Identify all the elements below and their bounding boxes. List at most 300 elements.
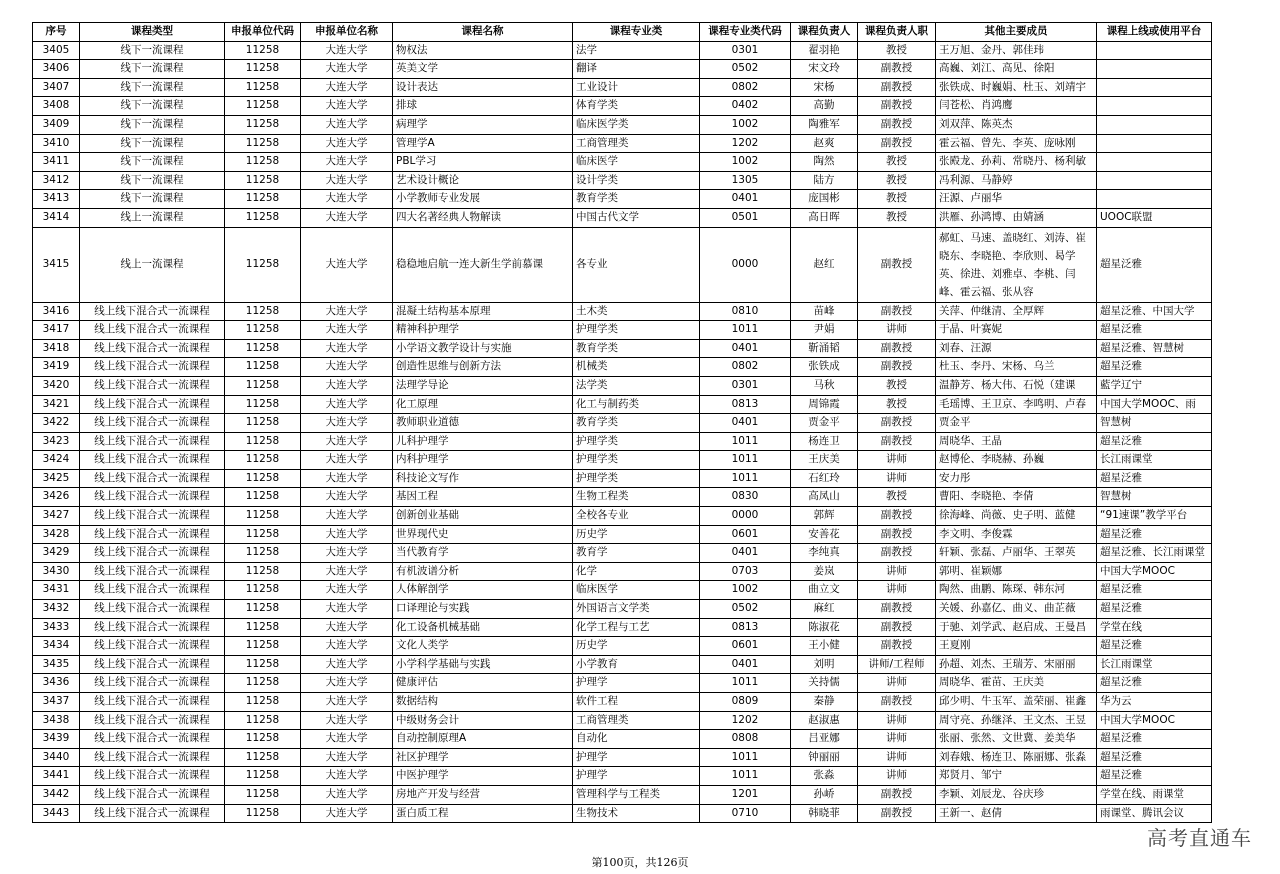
cell-course-name: 世界现代史 <box>393 525 573 544</box>
cell-major-code: 1305 <box>700 171 791 190</box>
cell-major-category: 工业设计 <box>573 78 700 97</box>
cell-members: 关萍、仲继清、全厚辉 <box>936 302 1097 321</box>
cell-major-category: 生物工程类 <box>573 488 700 507</box>
cell-leader: 石红玲 <box>791 469 858 488</box>
cell-unit-code: 11258 <box>225 804 301 823</box>
cell-unit-code: 11258 <box>225 525 301 544</box>
cell-major-category: 自动化 <box>573 730 700 749</box>
cell-leader-title: 副教授 <box>858 414 936 433</box>
cell-major-category: 设计学类 <box>573 171 700 190</box>
cell-unit-code: 11258 <box>225 544 301 563</box>
cell-unit-name: 大连大学 <box>301 302 393 321</box>
cell-leader-title: 讲师 <box>858 562 936 581</box>
cell-unit-name: 大连大学 <box>301 153 393 172</box>
cell-major-code: 0830 <box>700 488 791 507</box>
cell-major-category: 护理学类 <box>573 451 700 470</box>
cell-leader: 王庆美 <box>791 451 858 470</box>
cell-unit-name: 大连大学 <box>301 507 393 526</box>
cell-major-code: 0401 <box>700 544 791 563</box>
cell-seq: 3441 <box>33 767 80 786</box>
cell-course-name: 儿科护理学 <box>393 432 573 451</box>
cell-course-name: 数据结构 <box>393 693 573 712</box>
cell-platform <box>1097 97 1212 116</box>
table-row <box>33 414 1212 433</box>
cell-leader: 翟羽艳 <box>791 41 858 60</box>
cell-members: 洪雁、孙鸿博、由婧涵 <box>936 208 1097 227</box>
cell-seq: 3412 <box>33 171 80 190</box>
cell-course-type: 线上线下混合式一流课程 <box>80 544 225 563</box>
header-course-name: 课程名称 <box>393 23 573 42</box>
cell-platform: 长江雨课堂 <box>1097 451 1212 470</box>
cell-leader-title: 教授 <box>858 395 936 414</box>
cell-members: 于晶、叶赛妮 <box>936 321 1097 340</box>
cell-platform: 超星泛雅 <box>1097 637 1212 656</box>
cell-course-type: 线下一流课程 <box>80 97 225 116</box>
cell-leader-title: 副教授 <box>858 693 936 712</box>
cell-leader-title: 副教授 <box>858 432 936 451</box>
cell-platform: 超星泛雅 <box>1097 227 1212 302</box>
cell-seq: 3442 <box>33 785 80 804</box>
cell-leader: 高凤山 <box>791 488 858 507</box>
cell-course-name: 四大名著经典人物解读 <box>393 208 573 227</box>
cell-major-category: 临床医学类 <box>573 115 700 134</box>
table-row <box>33 618 1212 637</box>
cell-unit-name: 大连大学 <box>301 451 393 470</box>
cell-members: 曹阳、李晓艳、李倩 <box>936 488 1097 507</box>
cell-course-name: 当代教育学 <box>393 544 573 563</box>
cell-major-category: 中国古代文学 <box>573 208 700 227</box>
cell-leader-title: 副教授 <box>858 134 936 153</box>
cell-major-category: 工商管理类 <box>573 711 700 730</box>
table-row <box>33 785 1212 804</box>
cell-course-type: 线上一流课程 <box>80 208 225 227</box>
cell-major-category: 临床医学 <box>573 153 700 172</box>
cell-platform: 超星泛雅 <box>1097 469 1212 488</box>
cell-course-name: 有机波谱分析 <box>393 562 573 581</box>
cell-members: 刘双萍、陈英杰 <box>936 115 1097 134</box>
cell-major-code: 0501 <box>700 208 791 227</box>
cell-course-type: 线上一流课程 <box>80 227 225 302</box>
cell-leader: 麻红 <box>791 600 858 619</box>
cell-course-name: 排球 <box>393 97 573 116</box>
cell-major-code: 0401 <box>700 339 791 358</box>
cell-leader-title: 讲师 <box>858 748 936 767</box>
cell-unit-code: 11258 <box>225 600 301 619</box>
cell-members: 安力彤 <box>936 469 1097 488</box>
cell-unit-name: 大连大学 <box>301 488 393 507</box>
cell-unit-name: 大连大学 <box>301 711 393 730</box>
table-row <box>33 730 1212 749</box>
table-row <box>33 804 1212 823</box>
cell-members: 徐海峰、尚薇、史子明、蓝健 <box>936 507 1097 526</box>
cell-leader-title: 副教授 <box>858 544 936 563</box>
cell-leader-title: 副教授 <box>858 507 936 526</box>
cell-course-type: 线上线下混合式一流课程 <box>80 432 225 451</box>
cell-leader-title: 教授 <box>858 41 936 60</box>
cell-leader: 高勤 <box>791 97 858 116</box>
cell-leader: 曲立文 <box>791 581 858 600</box>
cell-members: 王夏刚 <box>936 637 1097 656</box>
cell-unit-name: 大连大学 <box>301 395 393 414</box>
table-row <box>33 358 1212 377</box>
cell-major-code: 1002 <box>700 153 791 172</box>
cell-course-name: 文化人类学 <box>393 637 573 656</box>
cell-leader: 陶然 <box>791 153 858 172</box>
cell-platform <box>1097 41 1212 60</box>
cell-major-code: 1011 <box>700 674 791 693</box>
cell-leader-title: 讲师 <box>858 451 936 470</box>
cell-major-category: 历史学 <box>573 525 700 544</box>
cell-major-code: 1011 <box>700 321 791 340</box>
cell-leader-title: 讲师 <box>858 711 936 730</box>
table-row <box>33 227 1212 302</box>
cell-members: 张铁成、时巍娟、杜玉、刘靖宇 <box>936 78 1097 97</box>
cell-members: 霍云福、曾先、李英、庞咏刚 <box>936 134 1097 153</box>
cell-course-name: 混凝土结构基本原理 <box>393 302 573 321</box>
cell-course-type: 线下一流课程 <box>80 190 225 209</box>
cell-leader: 贾金平 <box>791 414 858 433</box>
cell-course-type: 线上线下混合式一流课程 <box>80 339 225 358</box>
table-row <box>33 395 1212 414</box>
table-row <box>33 581 1212 600</box>
cell-leader: 周锦霞 <box>791 395 858 414</box>
cell-unit-code: 11258 <box>225 358 301 377</box>
table-row <box>33 600 1212 619</box>
cell-major-category: 法学类 <box>573 376 700 395</box>
cell-course-name: 精神科护理学 <box>393 321 573 340</box>
cell-seq: 3431 <box>33 581 80 600</box>
cell-major-code: 1011 <box>700 432 791 451</box>
cell-seq: 3413 <box>33 190 80 209</box>
cell-course-type: 线上线下混合式一流课程 <box>80 785 225 804</box>
table-row <box>33 655 1212 674</box>
cell-leader-title: 讲师 <box>858 321 936 340</box>
cell-course-name: 物权法 <box>393 41 573 60</box>
cell-unit-code: 11258 <box>225 488 301 507</box>
cell-unit-name: 大连大学 <box>301 190 393 209</box>
cell-unit-name: 大连大学 <box>301 358 393 377</box>
cell-leader-title: 副教授 <box>858 618 936 637</box>
cell-major-code: 1011 <box>700 451 791 470</box>
cell-major-category: 小学教育 <box>573 655 700 674</box>
cell-course-name: 稳稳地启航一连大新生学前慕课 <box>393 227 573 302</box>
cell-course-type: 线上线下混合式一流课程 <box>80 655 225 674</box>
cell-unit-code: 11258 <box>225 395 301 414</box>
cell-unit-name: 大连大学 <box>301 581 393 600</box>
cell-major-code: 1011 <box>700 469 791 488</box>
table-row <box>33 451 1212 470</box>
cell-major-category: 全校各专业 <box>573 507 700 526</box>
header-unit-name: 申报单位名称 <box>301 23 393 42</box>
cell-unit-code: 11258 <box>225 618 301 637</box>
cell-unit-code: 11258 <box>225 432 301 451</box>
cell-leader: 赵红 <box>791 227 858 302</box>
cell-platform: 长江雨课堂 <box>1097 655 1212 674</box>
cell-course-name: 科技论文写作 <box>393 469 573 488</box>
cell-course-name: 健康评估 <box>393 674 573 693</box>
cell-unit-name: 大连大学 <box>301 339 393 358</box>
cell-leader-title: 副教授 <box>858 115 936 134</box>
cell-unit-name: 大连大学 <box>301 376 393 395</box>
cell-members: 温静芳、杨大伟、石悦（建课 <box>936 376 1097 395</box>
cell-major-category: 化学工程与工艺 <box>573 618 700 637</box>
cell-course-name: 基因工程 <box>393 488 573 507</box>
table-row <box>33 711 1212 730</box>
cell-platform <box>1097 134 1212 153</box>
cell-leader-title: 教授 <box>858 153 936 172</box>
cell-unit-code: 11258 <box>225 414 301 433</box>
cell-course-type: 线上线下混合式一流课程 <box>80 358 225 377</box>
cell-course-name: 艺术设计概论 <box>393 171 573 190</box>
cell-leader-title: 教授 <box>858 190 936 209</box>
cell-course-name: PBL学习 <box>393 153 573 172</box>
cell-unit-name: 大连大学 <box>301 637 393 656</box>
cell-major-category: 护理学 <box>573 674 700 693</box>
cell-course-name: 设计表达 <box>393 78 573 97</box>
cell-leader: 张铁成 <box>791 358 858 377</box>
table-row <box>33 693 1212 712</box>
header-platform: 课程上线或使用平台 <box>1097 23 1212 42</box>
cell-unit-code: 11258 <box>225 693 301 712</box>
cell-leader: 安善花 <box>791 525 858 544</box>
cell-unit-code: 11258 <box>225 171 301 190</box>
table-row <box>33 488 1212 507</box>
cell-platform: UOOC联盟 <box>1097 208 1212 227</box>
cell-course-type: 线上线下混合式一流课程 <box>80 451 225 470</box>
cell-platform: 超星泛雅 <box>1097 674 1212 693</box>
cell-seq: 3438 <box>33 711 80 730</box>
cell-seq: 3439 <box>33 730 80 749</box>
cell-course-type: 线上线下混合式一流课程 <box>80 730 225 749</box>
cell-members: 汪源、卢丽华 <box>936 190 1097 209</box>
cell-leader-title: 副教授 <box>858 78 936 97</box>
cell-platform <box>1097 115 1212 134</box>
cell-unit-code: 11258 <box>225 507 301 526</box>
cell-seq: 3432 <box>33 600 80 619</box>
cell-leader: 孙峤 <box>791 785 858 804</box>
cell-seq: 3421 <box>33 395 80 414</box>
cell-major-code: 1202 <box>700 134 791 153</box>
cell-major-code: 0502 <box>700 60 791 79</box>
cell-unit-code: 11258 <box>225 60 301 79</box>
cell-seq: 3443 <box>33 804 80 823</box>
cell-platform: 超星泛雅 <box>1097 748 1212 767</box>
cell-course-type: 线下一流课程 <box>80 134 225 153</box>
cell-leader: 李纯真 <box>791 544 858 563</box>
cell-course-name: 法理学导论 <box>393 376 573 395</box>
cell-course-type: 线上线下混合式一流课程 <box>80 469 225 488</box>
cell-seq: 3408 <box>33 97 80 116</box>
cell-leader-title: 讲师 <box>858 674 936 693</box>
cell-course-type: 线上线下混合式一流课程 <box>80 376 225 395</box>
table-row <box>33 339 1212 358</box>
cell-unit-code: 11258 <box>225 730 301 749</box>
cell-major-category: 化学 <box>573 562 700 581</box>
cell-unit-name: 大连大学 <box>301 693 393 712</box>
cell-major-code: 1202 <box>700 711 791 730</box>
cell-unit-code: 11258 <box>225 655 301 674</box>
cell-seq: 3409 <box>33 115 80 134</box>
cell-leader-title: 教授 <box>858 208 936 227</box>
cell-course-type: 线上线下混合式一流课程 <box>80 804 225 823</box>
cell-unit-name: 大连大学 <box>301 655 393 674</box>
cell-unit-code: 11258 <box>225 134 301 153</box>
cell-major-category: 法学 <box>573 41 700 60</box>
header-members: 其他主要成员 <box>936 23 1097 42</box>
cell-leader: 张淼 <box>791 767 858 786</box>
cell-platform <box>1097 190 1212 209</box>
cell-seq: 3410 <box>33 134 80 153</box>
cell-unit-code: 11258 <box>225 451 301 470</box>
cell-unit-code: 11258 <box>225 748 301 767</box>
cell-major-code: 0401 <box>700 414 791 433</box>
table-row <box>33 153 1212 172</box>
cell-members: 郑贤月、邹宁 <box>936 767 1097 786</box>
cell-platform: 华为云 <box>1097 693 1212 712</box>
cell-seq: 3405 <box>33 41 80 60</box>
cell-course-name: 小学教师专业发展 <box>393 190 573 209</box>
cell-unit-name: 大连大学 <box>301 60 393 79</box>
cell-unit-code: 11258 <box>225 637 301 656</box>
cell-course-type: 线上线下混合式一流课程 <box>80 637 225 656</box>
cell-major-code: 0401 <box>700 655 791 674</box>
cell-leader-title: 讲师 <box>858 767 936 786</box>
cell-members: 刘春娥、杨连卫、陈丽娜、张淼 <box>936 748 1097 767</box>
cell-major-category: 翻译 <box>573 60 700 79</box>
cell-course-type: 线下一流课程 <box>80 115 225 134</box>
cell-platform: 学堂在线 <box>1097 618 1212 637</box>
table-row <box>33 525 1212 544</box>
cell-seq: 3440 <box>33 748 80 767</box>
cell-course-type: 线下一流课程 <box>80 78 225 97</box>
cell-unit-name: 大连大学 <box>301 414 393 433</box>
cell-course-name: 内科护理学 <box>393 451 573 470</box>
cell-platform: 超星泛雅 <box>1097 581 1212 600</box>
course-table <box>32 22 1212 823</box>
cell-major-code: 0502 <box>700 600 791 619</box>
cell-course-type: 线上线下混合式一流课程 <box>80 562 225 581</box>
cell-members: 邱少明、牛玉军、盖荣丽、崔鑫 <box>936 693 1097 712</box>
cell-platform: 超星泛雅、长江雨课堂 <box>1097 544 1212 563</box>
cell-unit-name: 大连大学 <box>301 525 393 544</box>
cell-unit-code: 11258 <box>225 711 301 730</box>
cell-major-code: 0810 <box>700 302 791 321</box>
cell-major-category: 各专业 <box>573 227 700 302</box>
cell-major-code: 1011 <box>700 748 791 767</box>
cell-members: 郭明、崔颖娜 <box>936 562 1097 581</box>
cell-major-code: 0813 <box>700 395 791 414</box>
cell-unit-code: 11258 <box>225 190 301 209</box>
cell-seq: 3417 <box>33 321 80 340</box>
cell-major-category: 教育学类 <box>573 414 700 433</box>
cell-leader: 杨连卫 <box>791 432 858 451</box>
cell-leader: 赵淑惠 <box>791 711 858 730</box>
header-unit-code: 申报单位代码 <box>225 23 301 42</box>
table-row <box>33 115 1212 134</box>
cell-course-name: 房地产开发与经营 <box>393 785 573 804</box>
cell-members: 李颖、刘辰龙、谷庆珍 <box>936 785 1097 804</box>
cell-members: 毛瑶博、王卫京、李鸣明、卢春 <box>936 395 1097 414</box>
cell-course-type: 线上线下混合式一流课程 <box>80 507 225 526</box>
cell-course-type: 线上线下混合式一流课程 <box>80 302 225 321</box>
cell-course-type: 线下一流课程 <box>80 153 225 172</box>
table-body <box>33 41 1212 823</box>
cell-course-type: 线上线下混合式一流课程 <box>80 600 225 619</box>
cell-seq: 3436 <box>33 674 80 693</box>
cell-major-category: 生物技术 <box>573 804 700 823</box>
cell-seq: 3434 <box>33 637 80 656</box>
cell-course-name: 蛋白质工程 <box>393 804 573 823</box>
cell-platform: 超星泛雅 <box>1097 767 1212 786</box>
cell-course-type: 线上线下混合式一流课程 <box>80 674 225 693</box>
cell-leader: 马秋 <box>791 376 858 395</box>
cell-leader: 王小健 <box>791 637 858 656</box>
cell-unit-code: 11258 <box>225 581 301 600</box>
header-major-category: 课程专业类 <box>573 23 700 42</box>
table-row <box>33 302 1212 321</box>
cell-unit-name: 大连大学 <box>301 432 393 451</box>
cell-major-category: 教育学类 <box>573 339 700 358</box>
cell-course-name: 人体解剖学 <box>393 581 573 600</box>
cell-unit-name: 大连大学 <box>301 674 393 693</box>
cell-leader-title: 副教授 <box>858 804 936 823</box>
cell-course-name: 自动控制原理A <box>393 730 573 749</box>
cell-unit-code: 11258 <box>225 339 301 358</box>
cell-platform: 中国大学MOOC <box>1097 562 1212 581</box>
table-row <box>33 674 1212 693</box>
cell-unit-code: 11258 <box>225 97 301 116</box>
cell-platform: 中国大学MOOC <box>1097 711 1212 730</box>
cell-major-code: 0808 <box>700 730 791 749</box>
cell-unit-code: 11258 <box>225 208 301 227</box>
cell-major-category: 管理科学与工程类 <box>573 785 700 804</box>
cell-unit-name: 大连大学 <box>301 171 393 190</box>
cell-course-name: 中级财务会计 <box>393 711 573 730</box>
cell-platform: 智慧树 <box>1097 414 1212 433</box>
cell-members: 周晓华、王晶 <box>936 432 1097 451</box>
cell-members: 孙超、刘杰、王瑞芳、宋丽丽 <box>936 655 1097 674</box>
cell-members: 轩颖、张磊、卢丽华、王翠英 <box>936 544 1097 563</box>
cell-course-type: 线上线下混合式一流课程 <box>80 488 225 507</box>
cell-platform: 智慧树 <box>1097 488 1212 507</box>
cell-major-code: 0000 <box>700 507 791 526</box>
cell-leader: 靳涌韬 <box>791 339 858 358</box>
header-row <box>33 23 1212 42</box>
cell-members: 陶然、曲鹏、陈琛、韩东河 <box>936 581 1097 600</box>
cell-leader: 姜岚 <box>791 562 858 581</box>
cell-leader-title: 副教授 <box>858 97 936 116</box>
cell-members: 王新一、赵倩 <box>936 804 1097 823</box>
cell-unit-name: 大连大学 <box>301 78 393 97</box>
cell-major-code: 1201 <box>700 785 791 804</box>
cell-course-name: 管理学A <box>393 134 573 153</box>
cell-major-category: 教育学类 <box>573 190 700 209</box>
table-row <box>33 60 1212 79</box>
cell-major-category: 土木类 <box>573 302 700 321</box>
table-row <box>33 544 1212 563</box>
cell-major-category: 机械类 <box>573 358 700 377</box>
cell-platform: “91速课”教学平台 <box>1097 507 1212 526</box>
cell-unit-code: 11258 <box>225 376 301 395</box>
cell-platform: 超星泛雅 <box>1097 600 1212 619</box>
cell-unit-name: 大连大学 <box>301 785 393 804</box>
cell-leader-title: 副教授 <box>858 302 936 321</box>
cell-seq: 3415 <box>33 227 80 302</box>
cell-leader: 陆方 <box>791 171 858 190</box>
cell-unit-name: 大连大学 <box>301 767 393 786</box>
cell-members: 郝虹、马速、盖晓红、刘涛、崔晓东、李晓艳、李欣则、曷学英、徐进、刘雅卓、李桃、闫峰、霍云福、张从容 <box>936 227 1097 302</box>
cell-platform: 超星泛雅、中国大学 <box>1097 302 1212 321</box>
